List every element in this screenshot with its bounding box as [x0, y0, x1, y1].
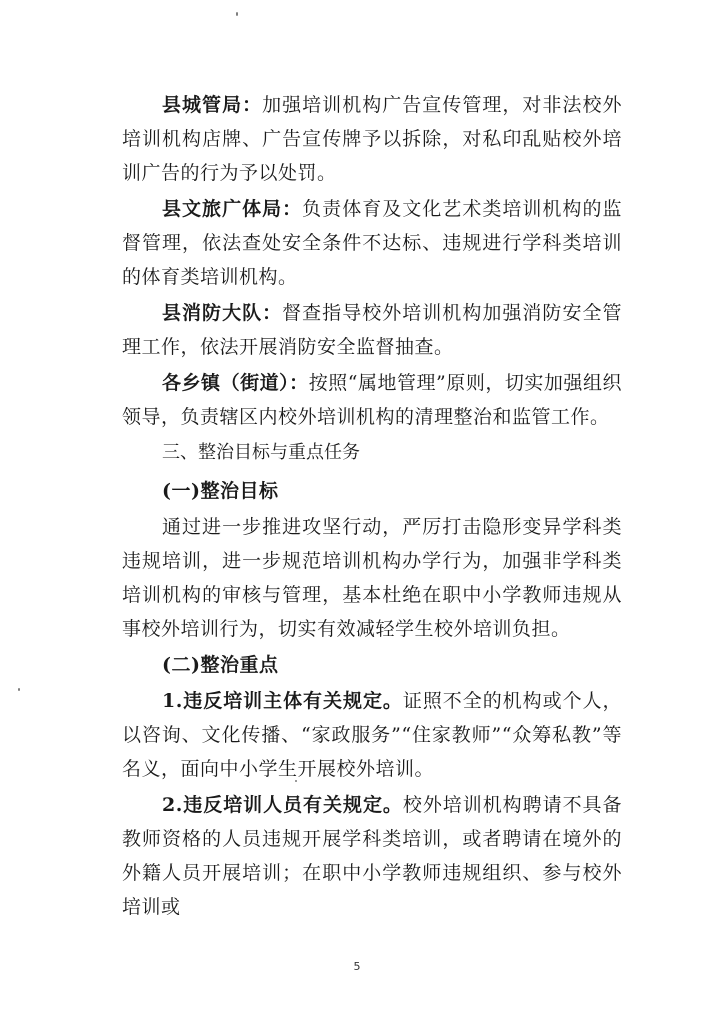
paragraph-goals: 通过进一步推进攻坚行动，严厉打击隐形变异学科类违规培训，进一步规范培训机构办学行为，加强非学科类培训机构的审核与管理，基本杜绝在职中小学教师违规从事校外培训行为，切实有效减轻学生校外培训负担。: [122, 516, 622, 640]
list-item-text: 证照不全的机构或个人，以咨询、文化传播、“家政服务”“住家教师”“众筹私教”等名义，面向中小学生开展校外培训。: [122, 690, 622, 780]
paragraph-text: 按照“属地管理”原则，切实加强组织领导，负责辖区内校外培训机构的清理整治和监管工作。: [122, 372, 622, 428]
section-heading: 三、整治目标与重点任务: [162, 442, 360, 463]
paragraph-lead: 县文旅广体局：: [162, 198, 303, 220]
paragraph-county-culture-tourism-bureau: [122, 192, 622, 294]
paragraph-text: 加强培训机构广告宣传管理，对非法校外培训机构店牌、广告宣传牌予以拆除，对私印乱贴校外培训广告的行为予以处罚。: [122, 94, 622, 184]
paragraph-text: 负责体育及文化艺术类培训机构的监督管理，依法查处安全条件不达标、违规进行学科类培训的体育类培训机构。: [122, 198, 622, 288]
paragraph-lead: 各乡镇（街道）：: [162, 372, 309, 394]
subsection-heading-goals: (一)整治目标: [162, 480, 279, 502]
list-item-text: 校外培训机构聘请不具备教师资格的人员违规开展学科类培训，或者聘请在境外的外籍人员开展培训；在职中小学教师违规组织、参与校外培训或: [122, 794, 622, 918]
list-item-training-subject: [122, 684, 622, 786]
document-body: [122, 88, 622, 926]
paragraph-lead: 县消防大队：: [162, 302, 283, 324]
scan-speck: [18, 688, 20, 691]
scan-speck: [295, 780, 297, 782]
paragraph-text: 督查指导校外培训机构加强消防安全管理工作，依法开展消防安全监督抽查。: [122, 302, 622, 358]
page-number: 5: [353, 960, 361, 973]
paragraph-lead: 县城管局：: [162, 94, 263, 116]
paragraph-townships: [122, 366, 622, 434]
subsection-heading-focus: (二)整治重点: [162, 654, 279, 676]
paragraph-county-urban-management: [122, 88, 622, 190]
scan-speck: [236, 12, 238, 16]
list-item-lead: 1.违反培训主体有关规定。: [162, 690, 403, 712]
list-item-training-personnel: [122, 788, 622, 924]
paragraph-county-fire-brigade: [122, 296, 622, 364]
list-item-lead: 2.违反培训人员有关规定。: [162, 794, 403, 816]
